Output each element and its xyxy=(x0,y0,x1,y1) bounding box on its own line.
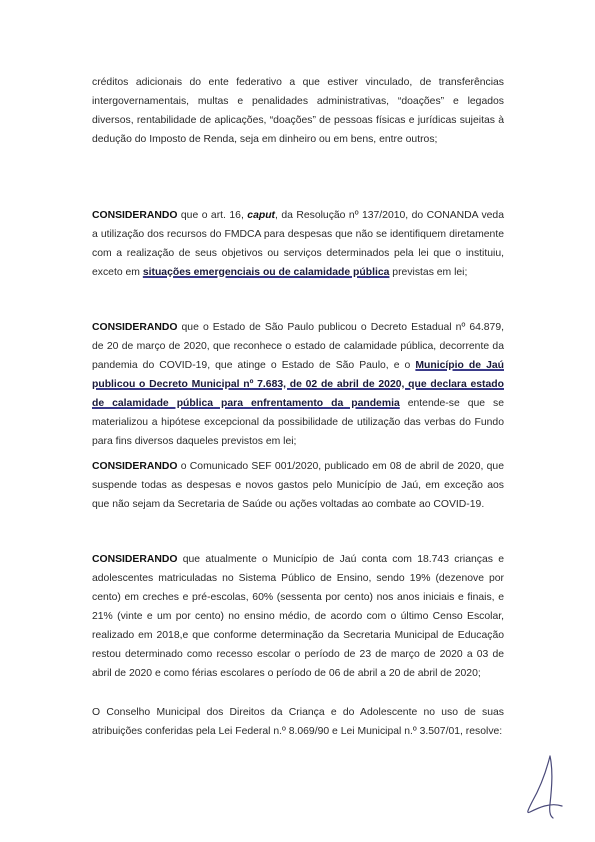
considerando-label: CONSIDERANDO xyxy=(92,210,178,221)
caput-term: caput xyxy=(247,210,276,221)
paragraph-council-resolves xyxy=(92,703,504,741)
considerando-label: CONSIDERANDO xyxy=(92,322,178,333)
underlined-emphasis: situações emergenciais ou de calamidade pública xyxy=(142,267,390,278)
considerando-label: CONSIDERANDO xyxy=(92,554,178,565)
paragraph-text: o Comunicado SEF 001/2020, publicado em 08 de abril de 2020, que suspende todas as despesas e novos gastos pelo Município de Jaú, em exceção aos que não sejam da Secretaria de Saúde ou ações voltadas ao combate ao COVID-19. xyxy=(92,461,504,510)
paragraph-text: que atualmente o Município de Jaú conta com 18.743 crianças e adolescentes matriculadas no Sistema Público de Ensino, sendo 19% (dezenove por cento) em creches e pré-escolas, 60% (sessenta por cento) nos anos iniciais e finais, e 21% (vinte e um por cento) no ensino médio, de acordo com o último Censo Escolar, realizado em 2018,e que conforme determinação da Secretaria Municipal de Educação restou determinado como recesso escolar o período de 23 de março de 2020 a 03 de abril de 2020 e como férias escolares o período de 06 de abril a 20 de abril de 2020; xyxy=(92,554,504,679)
paragraph-considerando-resolution xyxy=(92,206,504,282)
paragraph-funding-sources xyxy=(92,73,504,149)
paragraph-text: entende-se que se materializou a hipótese excepcional da possibilidade de utilização das verbas do Fundo para fins diversos daqueles previstos em lei; xyxy=(92,398,505,447)
paragraph-text: que o art. 16, xyxy=(177,210,248,221)
paragraph-text: , da Resolução nº 137/2010, do CONANDA veda a utilização dos recursos do FMDCA para despesas que não se identifiquem diretamente com a realização de seus objetivos ou serviços determinados pela lei que o instituiu, exceto em xyxy=(92,210,504,278)
paragraph-considerando-sef xyxy=(92,457,504,514)
underlined-emphasis: Município de Jaú publicou o Decreto Municipal nº 7.683, de 02 de abril de 2020, que declara estado de calamidade pública para enfrentamento da pandemia xyxy=(92,360,504,409)
signature-mark xyxy=(520,752,570,822)
paragraph-text: O Conselho Municipal dos Direitos da Criança e do Adolescente no uso de suas atribuições conferidas pela Lei Federal n.º 8.069/90 e Lei Municipal n.º 3.507/01, resolve: xyxy=(92,707,504,737)
paragraph-considerando-decrees xyxy=(92,318,504,451)
considerando-label: CONSIDERANDO xyxy=(92,461,178,472)
paragraph-text: previstas em lei; xyxy=(389,267,468,278)
paragraph-text: que o Estado de São Paulo publicou o Decreto Estadual nº 64.879, de 20 de março de 2020, que reconhece o estado de calamidade pública, decorrente da pandemia do COVID-19, que atinge o Estado de São Paulo, e o xyxy=(92,322,504,371)
paragraph-text: créditos adicionais do ente federativo a que estiver vinculado, de transferências intergovernamentais, multas e penalidades administrativas, “doações” e legados diversos, rentabilidade de aplicações, “doações” de pessoas físicas e jurídicas sujeitas à dedução do Imposto de Renda, seja em dinheiro ou em bens, entre outros; xyxy=(92,77,504,145)
paragraph-considerando-students xyxy=(92,550,504,683)
